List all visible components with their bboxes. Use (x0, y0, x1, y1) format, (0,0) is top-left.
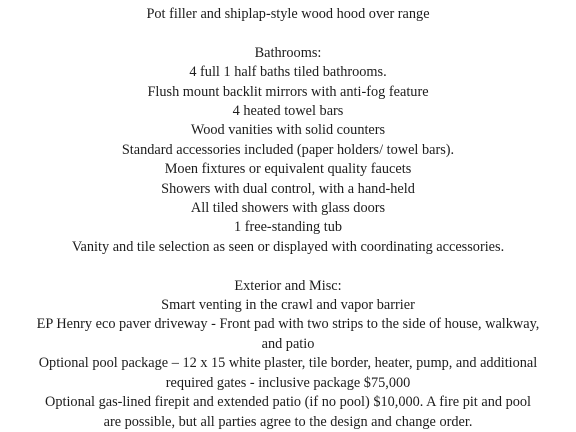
exterior-line: and patio (261, 335, 315, 352)
exterior-section (0, 277, 576, 432)
bathrooms-line: Wood vanities with solid counters (190, 122, 386, 139)
bathrooms-heading: Bathrooms: (254, 44, 322, 61)
kitchen-section (0, 5, 576, 24)
kitchen-line-pot-filler: Pot filler and shiplap-style wood hood over range (146, 6, 430, 22)
bathrooms-line: All tiled showers with glass doors (190, 200, 386, 217)
bathrooms-line: 4 full 1 half baths tiled bathrooms. (189, 64, 387, 81)
bathrooms-line: Showers with dual control, with a hand-held (161, 180, 415, 197)
exterior-line: required gates - inclusive package $75,000 (165, 374, 411, 391)
bathrooms-line: Vanity and tile selection as seen or displayed with coordinating accessories. (71, 238, 505, 255)
bathrooms-line: Moen fixtures or equivalent quality faucets (164, 161, 412, 178)
bathrooms-line: Standard accessories included (paper holders/ towel bars). (121, 141, 455, 158)
exterior-line: Optional pool package – 12 x 15 white plaster, tile border, heater, pump, and additional (38, 355, 538, 372)
bathrooms-line: 4 heated towel bars (232, 103, 344, 120)
exterior-line: EP Henry eco paver driveway - Front pad with two strips to the side of house, walkway, (36, 316, 540, 333)
exterior-line: Smart venting in the crawl and vapor barrier (161, 297, 415, 314)
exterior-heading: Exterior and Misc: (234, 277, 342, 294)
bathrooms-line: 1 free-standing tub (234, 219, 342, 236)
exterior-line: Optional gas-lined firepit and extended patio (if no pool) $10,000. A fire pit and pool (45, 394, 531, 411)
exterior-line: are possible, but all parties agree to the design and change order. (103, 413, 473, 430)
section-spacer (0, 257, 576, 276)
bathrooms-section (0, 44, 576, 257)
document-body (0, 5, 576, 432)
section-spacer (0, 24, 576, 43)
bathrooms-line: Flush mount backlit mirrors with anti-fog feature (147, 83, 429, 100)
